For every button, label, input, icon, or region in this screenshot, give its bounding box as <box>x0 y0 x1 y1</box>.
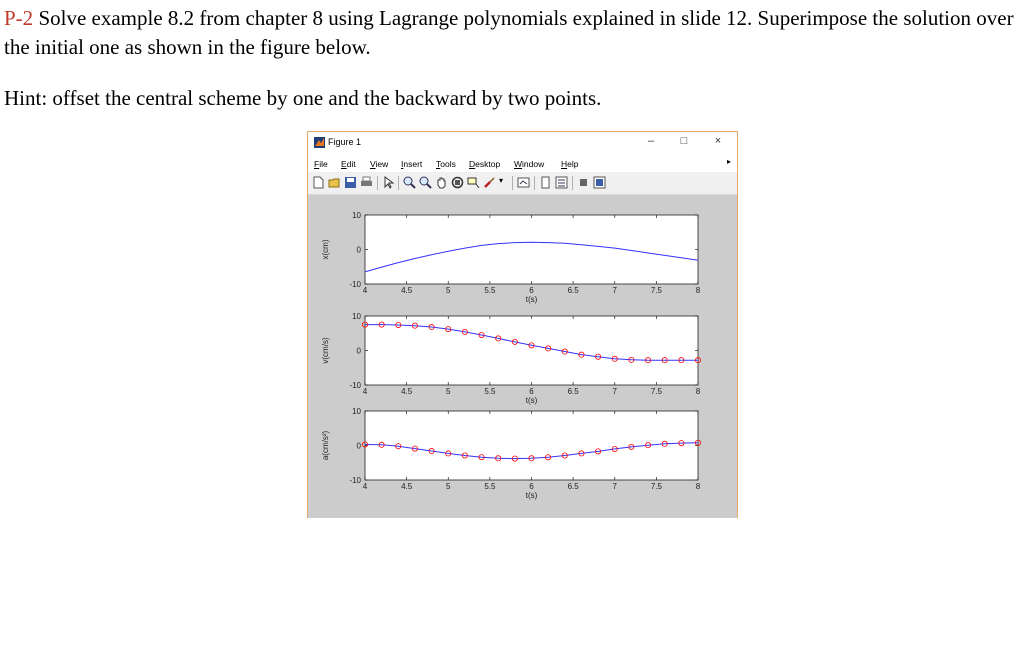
hide-plot-tools-icon[interactable] <box>577 176 590 189</box>
matlab-figure-window <box>307 131 738 518</box>
x-tick-label: 7 <box>612 482 617 491</box>
y-tick-label: 0 <box>356 346 361 356</box>
menu-overflow-icon[interactable]: ▸ <box>726 157 731 166</box>
x-tick-label: 5.5 <box>484 286 496 295</box>
toolbar-separator <box>398 176 399 190</box>
axes-box <box>365 316 698 385</box>
print-icon[interactable] <box>360 176 373 189</box>
y-tick-label: 10 <box>352 211 361 220</box>
x-tick-label: 5 <box>446 286 451 295</box>
toolbar-separator <box>572 176 573 190</box>
matlab-logo-icon <box>314 137 325 148</box>
x-tick-label: 5.5 <box>484 482 496 491</box>
y-tick-label: -10 <box>349 280 361 289</box>
data-cursor-icon[interactable] <box>467 176 480 189</box>
brush-icon[interactable] <box>483 176 496 189</box>
x-tick-label: 6 <box>529 387 534 396</box>
x-tick-label: 5.5 <box>484 387 496 396</box>
y-axis-label: v(cm/s) <box>321 337 330 364</box>
menu-help[interactable]: Help <box>561 159 579 169</box>
menu-desktop[interactable]: Desktop <box>469 159 501 169</box>
x-tick-label: 4 <box>362 482 368 491</box>
hint-text: Hint: offset the central scheme by one and the backward by two points. <box>4 86 602 110</box>
x-tick-label: 6 <box>529 286 534 295</box>
x-tick-label: 4 <box>362 286 368 295</box>
y-axis-label: a(cm/s²) <box>321 430 330 461</box>
x-tick-label: 7 <box>612 286 617 295</box>
pointer-icon[interactable] <box>382 176 395 189</box>
x-tick-label: 8 <box>695 387 701 396</box>
title-bar <box>308 132 737 154</box>
y-tick-label: 0 <box>356 441 361 451</box>
y-tick-label: 0 <box>356 245 361 255</box>
toolbar-separator <box>377 176 378 190</box>
menu-edit[interactable]: Edit <box>341 159 356 169</box>
x-tick-label: 5 <box>446 482 451 491</box>
menu-view[interactable]: View <box>370 159 389 169</box>
problem-text: Solve example 8.2 from chapter 8 using Lagrange polynomials explained in slide 12. Superimpose the solution over the initial one as shown in the figure below. <box>4 6 1014 59</box>
pan-icon[interactable] <box>435 176 448 189</box>
menu-file[interactable]: File <box>314 159 328 169</box>
menu-window[interactable]: Window <box>514 159 545 169</box>
x-tick-label: 4.5 <box>401 482 413 491</box>
y-tick-label: -10 <box>349 381 361 390</box>
rotate-icon[interactable] <box>451 176 464 189</box>
x-tick-label: 6.5 <box>567 286 579 295</box>
x-tick-label: 8 <box>695 482 701 491</box>
x-tick-label: 7 <box>612 387 617 396</box>
maximize-button[interactable]: □ <box>680 135 688 147</box>
x-tick-label: 7.5 <box>650 482 662 491</box>
brush-dropdown-icon[interactable]: ▾ <box>499 176 504 185</box>
open-file-icon[interactable] <box>328 176 341 189</box>
save-icon[interactable] <box>344 176 357 189</box>
figure-toolbar <box>308 172 737 195</box>
x-tick-label: 8 <box>695 286 701 295</box>
y-axis-label: x(cm) <box>321 239 330 260</box>
problem-label: P-2 <box>4 6 34 30</box>
menu-tools[interactable]: Tools <box>436 159 456 169</box>
x-tick-label: 7.5 <box>650 387 662 396</box>
minimize-button[interactable]: – <box>647 135 655 147</box>
x-tick-label: 4.5 <box>401 387 413 396</box>
subplot-2 <box>321 312 701 405</box>
legend-icon[interactable] <box>555 176 568 189</box>
x-tick-label: 5 <box>446 387 451 396</box>
toolbar-separator <box>512 176 513 190</box>
y-tick-label: 10 <box>352 407 361 416</box>
zoom-out-icon[interactable] <box>419 176 432 189</box>
menu-insert[interactable]: Insert <box>401 159 423 169</box>
x-tick-label: 4.5 <box>401 286 413 295</box>
y-tick-label: 10 <box>352 312 361 321</box>
close-button[interactable]: × <box>714 135 722 147</box>
axes-box <box>365 215 698 284</box>
zoom-in-icon[interactable] <box>403 176 416 189</box>
x-tick-label: 6 <box>529 482 534 491</box>
x-axis-label: t(s) <box>525 491 538 500</box>
window-title: Figure 1 <box>328 137 362 147</box>
colorbar-icon[interactable] <box>539 176 552 189</box>
x-axis-label: t(s) <box>525 295 538 304</box>
subplot-1 <box>321 211 701 304</box>
subplots <box>308 195 737 518</box>
menu-bar <box>308 154 737 172</box>
x-tick-label: 4 <box>362 387 368 396</box>
x-tick-label: 6.5 <box>567 387 579 396</box>
x-tick-label: 7.5 <box>650 286 662 295</box>
link-plot-icon[interactable] <box>517 176 530 189</box>
y-tick-label: -10 <box>349 476 361 485</box>
new-figure-icon[interactable] <box>312 176 325 189</box>
x-tick-label: 6.5 <box>567 482 579 491</box>
figure-canvas <box>308 195 737 518</box>
toolbar-separator <box>534 176 535 190</box>
subplot-3 <box>321 407 701 500</box>
show-plot-tools-icon[interactable] <box>593 176 606 189</box>
x-axis-label: t(s) <box>525 396 538 405</box>
problem-statement <box>4 4 1022 62</box>
